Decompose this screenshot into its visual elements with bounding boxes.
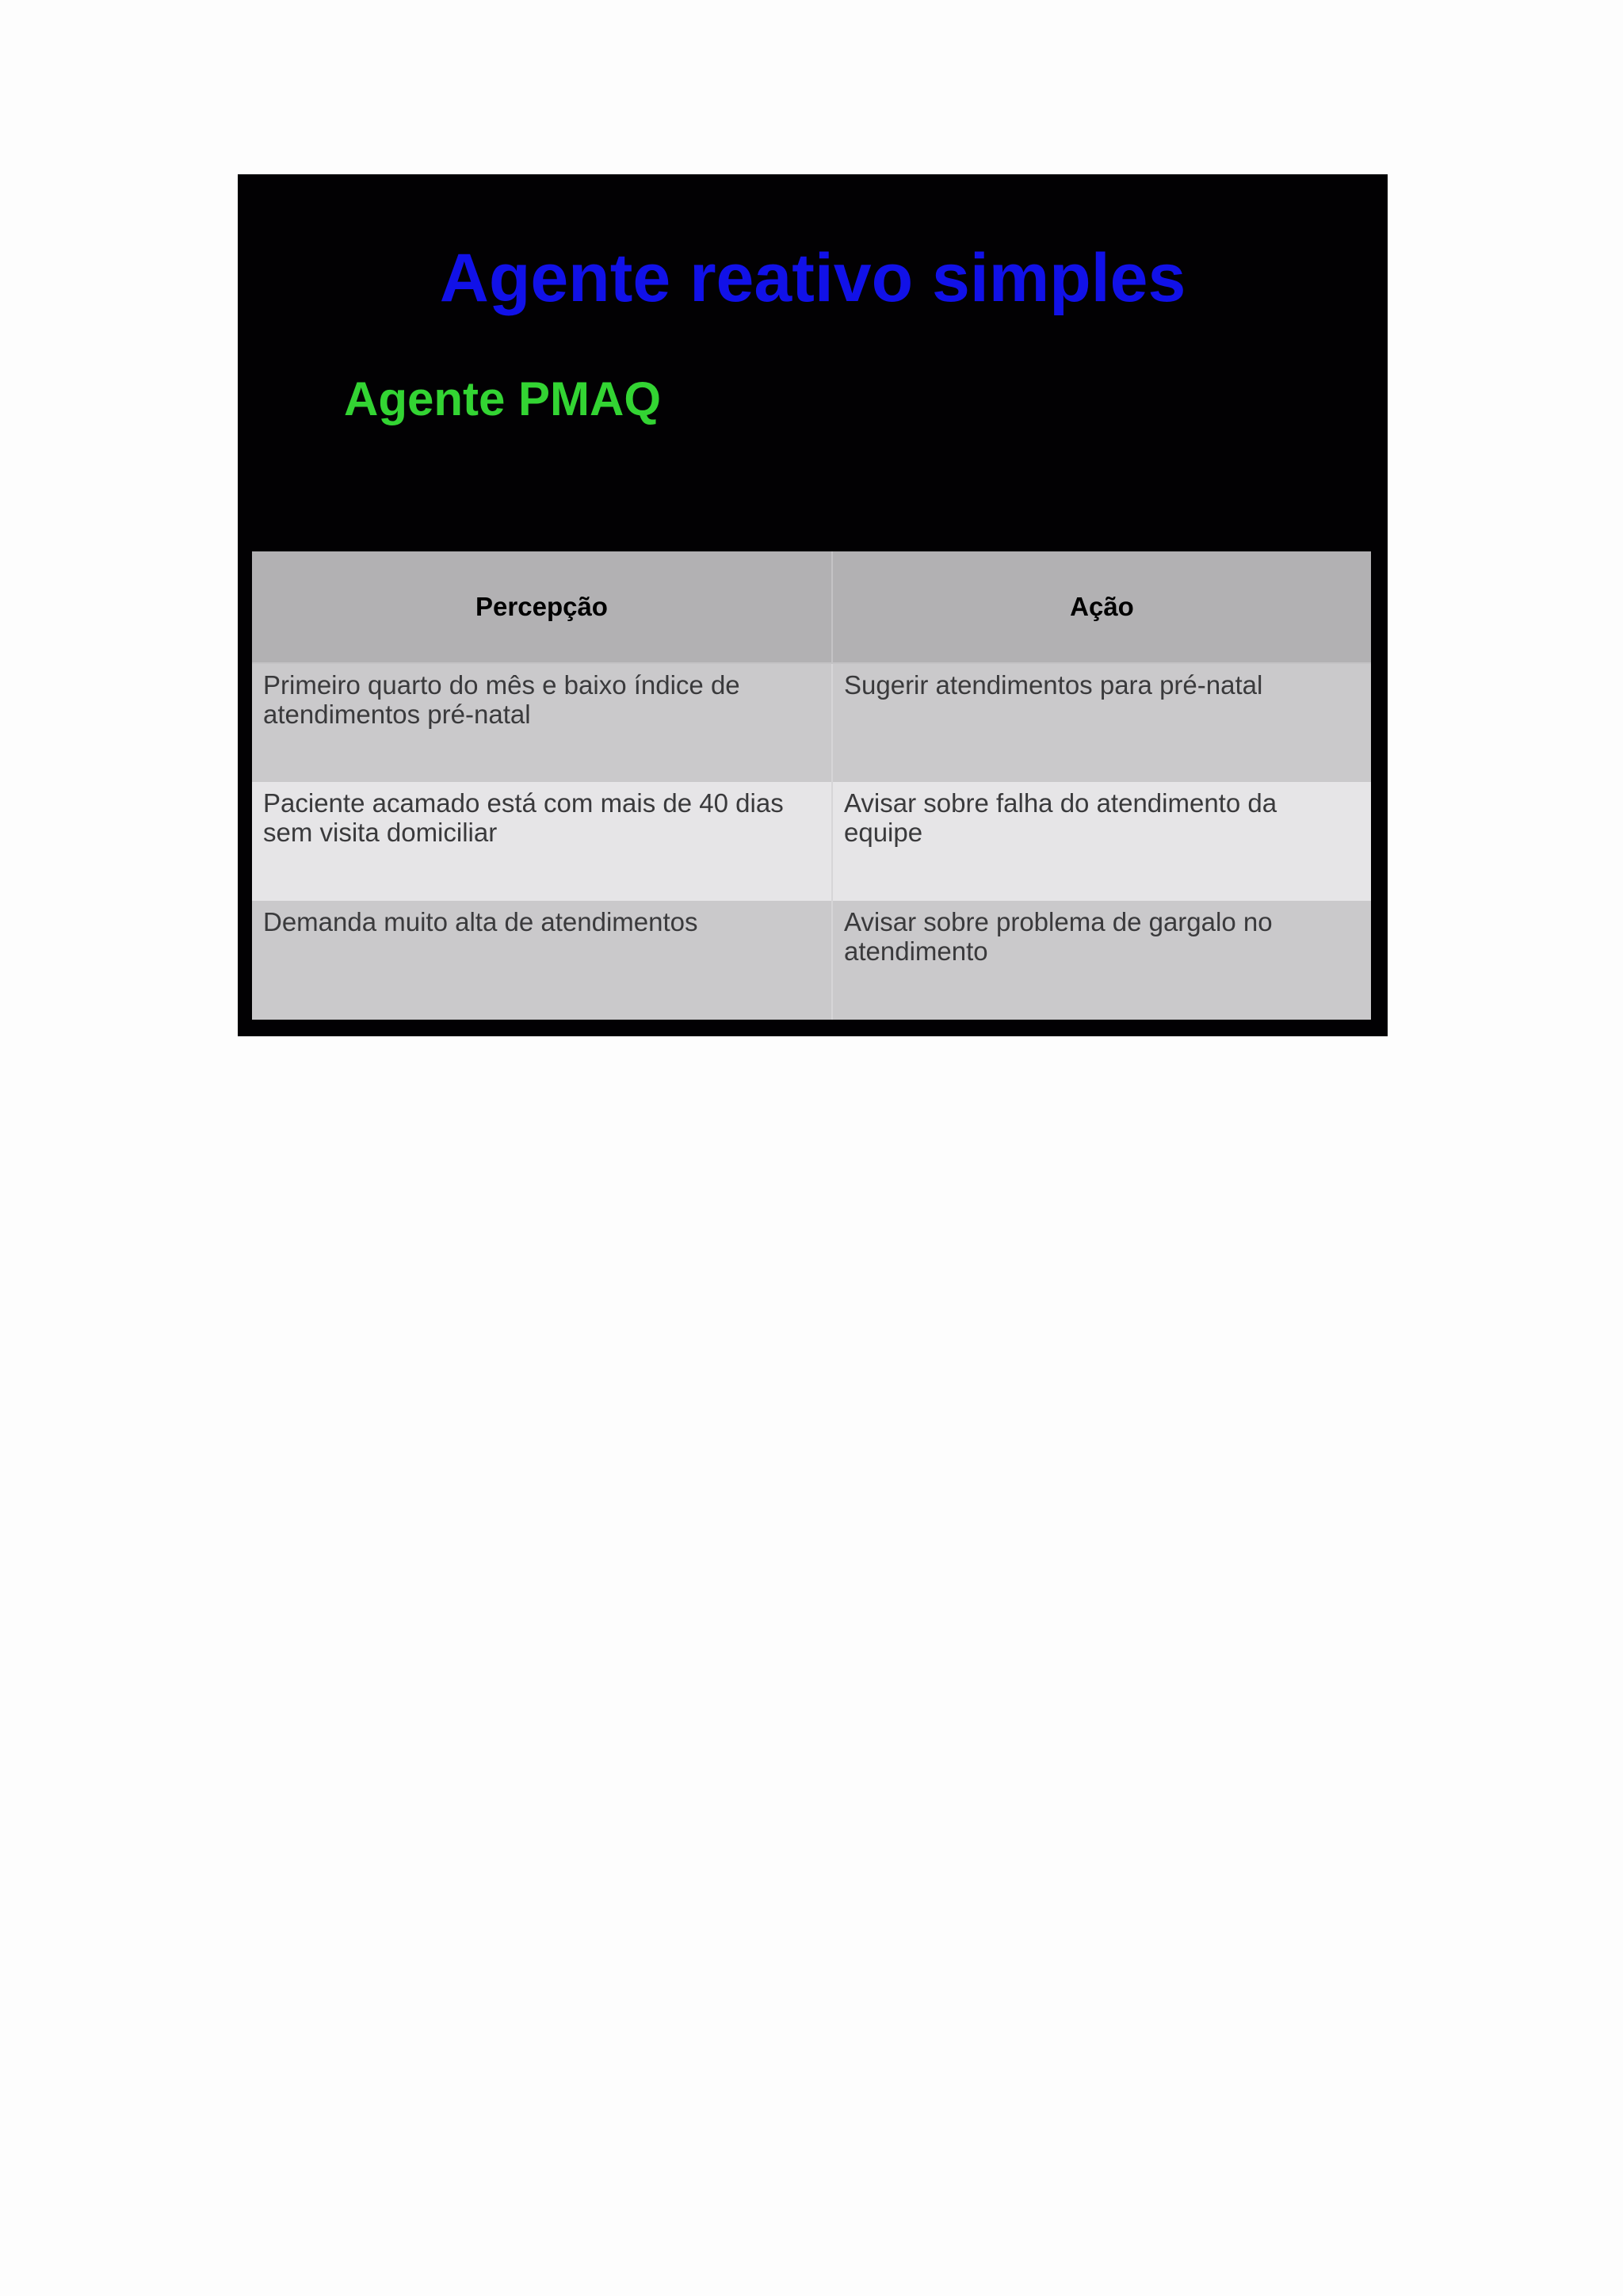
column-header-perception: Percepção (252, 551, 832, 663)
table-cell-action: Avisar sobre falha do atendimento da equipe (832, 782, 1371, 901)
table-row (252, 663, 1371, 782)
table-cell-perception: Paciente acamado está com mais de 40 dias sem visita domiciliar (252, 782, 832, 901)
table-row (252, 782, 1371, 901)
slide-title: Agente reativo simples (439, 240, 1186, 316)
slide (238, 174, 1388, 1036)
table-cell-action: Avisar sobre problema de gargalo no atendimento (832, 901, 1371, 1020)
perception-action-table (252, 551, 1371, 1020)
table-cell-action: Sugerir atendimentos para pré-natal (832, 663, 1371, 782)
table-header-row (252, 551, 1371, 663)
slide-subtitle: Agente PMAQ (344, 372, 662, 425)
table-row (252, 901, 1371, 1020)
column-header-action: Ação (832, 551, 1371, 663)
table-cell-perception: Demanda muito alta de atendimentos (252, 901, 832, 1020)
table-cell-perception: Primeiro quarto do mês e baixo índice de atendimentos pré-natal (252, 663, 832, 782)
